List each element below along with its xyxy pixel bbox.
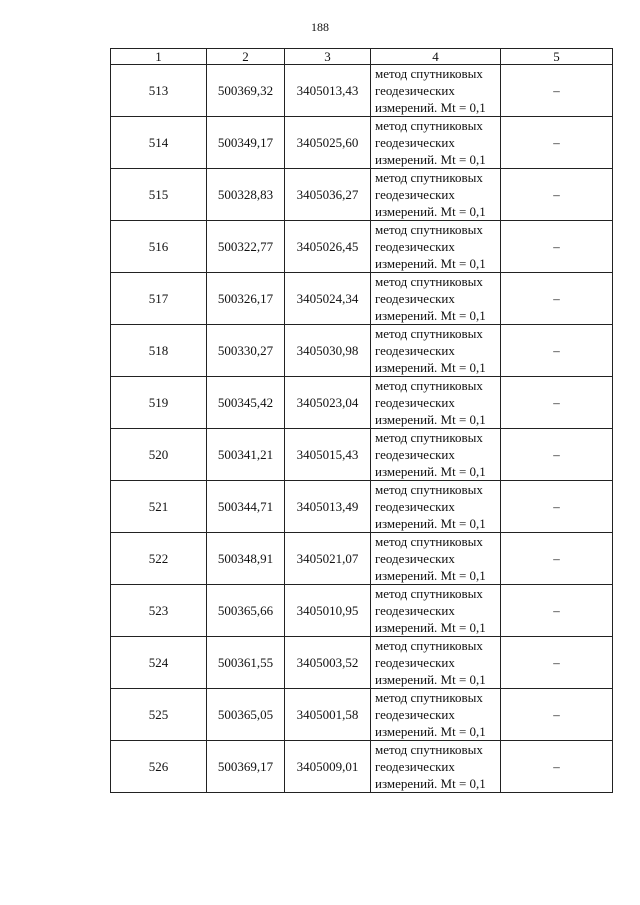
method-line: метод спутниковых <box>375 586 483 601</box>
note-cell: – <box>501 533 613 585</box>
x-coordinate-cell: 500349,17 <box>207 117 285 169</box>
x-coordinate-cell: 500330,27 <box>207 325 285 377</box>
note-cell: – <box>501 585 613 637</box>
table-row <box>111 689 613 741</box>
method-cell <box>371 585 501 637</box>
method-line: метод спутниковых <box>375 66 483 81</box>
column-header-3: 3 <box>285 49 371 65</box>
point-cell: 524 <box>111 637 207 689</box>
x-coordinate-cell: 500361,55 <box>207 637 285 689</box>
method-line: измерений. Mt = 0,1 <box>375 256 486 271</box>
note-cell: – <box>501 273 613 325</box>
method-line: геодезических <box>375 395 455 410</box>
y-coordinate-cell: 3405030,98 <box>285 325 371 377</box>
column-header-4: 4 <box>371 49 501 65</box>
table-row <box>111 637 613 689</box>
y-coordinate-cell: 3405001,58 <box>285 689 371 741</box>
point-cell: 518 <box>111 325 207 377</box>
y-coordinate-cell: 3405013,43 <box>285 65 371 117</box>
table-row <box>111 533 613 585</box>
method-line: метод спутниковых <box>375 430 483 445</box>
method-cell <box>371 481 501 533</box>
method-line: метод спутниковых <box>375 170 483 185</box>
x-coordinate-cell: 500326,17 <box>207 273 285 325</box>
table-row <box>111 741 613 793</box>
method-line: геодезических <box>375 239 455 254</box>
table-row <box>111 169 613 221</box>
method-line: метод спутниковых <box>375 274 483 289</box>
method-line: метод спутниковых <box>375 378 483 393</box>
method-cell <box>371 169 501 221</box>
method-line: геодезических <box>375 551 455 566</box>
y-coordinate-cell: 3405023,04 <box>285 377 371 429</box>
method-line: геодезических <box>375 135 455 150</box>
method-line: измерений. Mt = 0,1 <box>375 464 486 479</box>
y-coordinate-cell: 3405003,52 <box>285 637 371 689</box>
method-line: метод спутниковых <box>375 118 483 133</box>
x-coordinate-cell: 500341,21 <box>207 429 285 481</box>
y-coordinate-cell: 3405021,07 <box>285 533 371 585</box>
note-cell: – <box>501 637 613 689</box>
method-cell <box>371 741 501 793</box>
note-cell: – <box>501 65 613 117</box>
note-cell: – <box>501 325 613 377</box>
table-row <box>111 429 613 481</box>
method-line: геодезических <box>375 83 455 98</box>
table-row <box>111 65 613 117</box>
coordinates-table <box>110 48 613 793</box>
note-cell: – <box>501 481 613 533</box>
method-cell <box>371 325 501 377</box>
y-coordinate-cell: 3405025,60 <box>285 117 371 169</box>
method-line: метод спутниковых <box>375 534 483 549</box>
point-cell: 522 <box>111 533 207 585</box>
point-cell: 520 <box>111 429 207 481</box>
method-line: геодезических <box>375 291 455 306</box>
table-row <box>111 377 613 429</box>
method-line: геодезических <box>375 447 455 462</box>
method-line: метод спутниковых <box>375 638 483 653</box>
note-cell: – <box>501 741 613 793</box>
point-cell: 513 <box>111 65 207 117</box>
method-line: измерений. Mt = 0,1 <box>375 152 486 167</box>
x-coordinate-cell: 500369,17 <box>207 741 285 793</box>
note-cell: – <box>501 169 613 221</box>
point-cell: 516 <box>111 221 207 273</box>
method-cell <box>371 429 501 481</box>
method-line: геодезических <box>375 707 455 722</box>
method-cell <box>371 117 501 169</box>
point-cell: 525 <box>111 689 207 741</box>
point-cell: 523 <box>111 585 207 637</box>
method-line: измерений. Mt = 0,1 <box>375 620 486 635</box>
method-line: измерений. Mt = 0,1 <box>375 568 486 583</box>
y-coordinate-cell: 3405009,01 <box>285 741 371 793</box>
method-line: измерений. Mt = 0,1 <box>375 516 486 531</box>
table-body <box>111 65 613 793</box>
table-row <box>111 273 613 325</box>
method-line: геодезических <box>375 655 455 670</box>
table-row <box>111 117 613 169</box>
table-row <box>111 221 613 273</box>
y-coordinate-cell: 3405036,27 <box>285 169 371 221</box>
y-coordinate-cell: 3405024,34 <box>285 273 371 325</box>
method-line: измерений. Mt = 0,1 <box>375 360 486 375</box>
x-coordinate-cell: 500344,71 <box>207 481 285 533</box>
method-cell <box>371 637 501 689</box>
method-line: метод спутниковых <box>375 482 483 497</box>
table-row <box>111 325 613 377</box>
method-line: измерений. Mt = 0,1 <box>375 308 486 323</box>
table-header-row <box>111 49 613 65</box>
method-line: измерений. Mt = 0,1 <box>375 672 486 687</box>
point-cell: 517 <box>111 273 207 325</box>
table-row <box>111 585 613 637</box>
point-cell: 514 <box>111 117 207 169</box>
method-line: измерений. Mt = 0,1 <box>375 412 486 427</box>
x-coordinate-cell: 500365,66 <box>207 585 285 637</box>
column-header-2: 2 <box>207 49 285 65</box>
note-cell: – <box>501 221 613 273</box>
method-line: метод спутниковых <box>375 690 483 705</box>
x-coordinate-cell: 500369,32 <box>207 65 285 117</box>
point-cell: 526 <box>111 741 207 793</box>
point-cell: 521 <box>111 481 207 533</box>
point-cell: 519 <box>111 377 207 429</box>
note-cell: – <box>501 117 613 169</box>
point-cell: 515 <box>111 169 207 221</box>
method-line: геодезических <box>375 187 455 202</box>
x-coordinate-cell: 500345,42 <box>207 377 285 429</box>
note-cell: – <box>501 377 613 429</box>
x-coordinate-cell: 500348,91 <box>207 533 285 585</box>
column-header-1: 1 <box>111 49 207 65</box>
method-cell <box>371 377 501 429</box>
x-coordinate-cell: 500328,83 <box>207 169 285 221</box>
x-coordinate-cell: 500322,77 <box>207 221 285 273</box>
y-coordinate-cell: 3405015,43 <box>285 429 371 481</box>
table-row <box>111 481 613 533</box>
method-line: метод спутниковых <box>375 742 483 757</box>
page-number: 188 <box>311 20 329 34</box>
method-cell <box>371 533 501 585</box>
method-line: измерений. Mt = 0,1 <box>375 724 486 739</box>
note-cell: – <box>501 429 613 481</box>
method-cell <box>371 689 501 741</box>
method-cell <box>371 273 501 325</box>
method-line: геодезических <box>375 343 455 358</box>
x-coordinate-cell: 500365,05 <box>207 689 285 741</box>
method-line: метод спутниковых <box>375 222 483 237</box>
method-line: геодезических <box>375 499 455 514</box>
method-cell <box>371 221 501 273</box>
note-cell: – <box>501 689 613 741</box>
method-line: измерений. Mt = 0,1 <box>375 100 486 115</box>
method-line: геодезических <box>375 603 455 618</box>
method-line: измерений. Mt = 0,1 <box>375 204 486 219</box>
y-coordinate-cell: 3405013,49 <box>285 481 371 533</box>
method-line: измерений. Mt = 0,1 <box>375 776 486 791</box>
method-line: геодезических <box>375 759 455 774</box>
y-coordinate-cell: 3405010,95 <box>285 585 371 637</box>
method-cell <box>371 65 501 117</box>
y-coordinate-cell: 3405026,45 <box>285 221 371 273</box>
column-header-5: 5 <box>501 49 613 65</box>
method-line: метод спутниковых <box>375 326 483 341</box>
